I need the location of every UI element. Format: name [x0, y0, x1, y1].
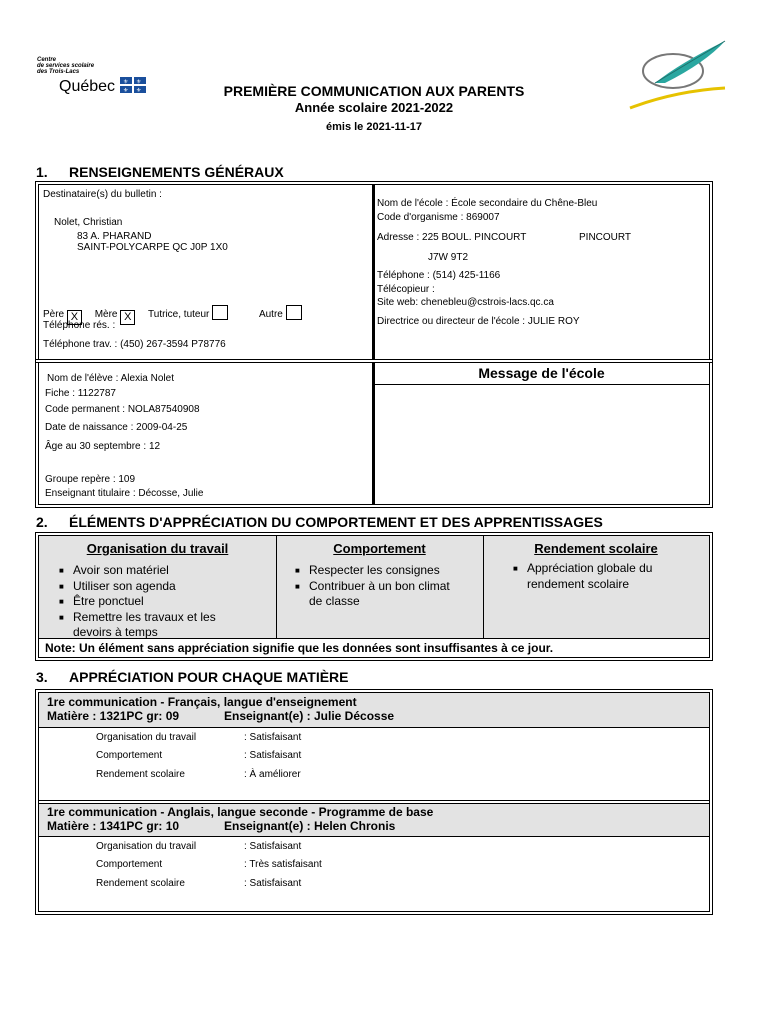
- pere-checkbox[interactable]: X: [67, 310, 82, 325]
- general-info-box: [38, 184, 710, 360]
- svg-text:⚜: ⚜: [122, 87, 128, 93]
- criterion-item-cont: devoirs à temps: [73, 625, 158, 639]
- mere-label: Mère: [94, 309, 118, 320]
- recipient-address-2: SAINT-POLYCARPE QC J0P 1X0: [77, 242, 228, 253]
- student-info-box: [38, 362, 710, 505]
- grade-label: Comportement: [96, 859, 163, 870]
- grade-label: Organisation du travail: [96, 841, 197, 852]
- grade-value: : Satisfaisant: [244, 732, 302, 743]
- criterion-item-cont: de classe: [309, 594, 360, 608]
- student-age: Âge au 30 septembre : 12: [45, 441, 161, 452]
- student-birth-date: Date de naissance : 2009-04-25: [45, 422, 188, 433]
- school-fax: Télécopieur :: [377, 284, 435, 295]
- school-address: Adresse : 225 BOUL. PINCOURT: [377, 232, 527, 243]
- criterion-item: ■ Contribuer à un bon climat: [295, 579, 450, 595]
- grade-value: : À améliorer: [244, 769, 301, 780]
- criterion-item-cont: rendement scolaire: [527, 576, 630, 591]
- school-city: PINCOURT: [579, 232, 632, 243]
- tutrice-checkbox[interactable]: [212, 305, 228, 320]
- criterion-item: ■ Appréciation globale du: [513, 561, 652, 577]
- subject-teacher: Enseignant(e) : Helen Chronis: [224, 819, 396, 833]
- col-performance-title: Rendement scolaire: [534, 541, 658, 556]
- criterion-item: ■ Être ponctuel: [59, 594, 216, 610]
- subject-line: 1re communication - Anglais, langue seconde - Programme de base: [47, 805, 434, 819]
- pere-label: Père: [43, 309, 65, 320]
- criterion-item: ■ Avoir son matériel: [59, 563, 216, 579]
- svg-text:⚜: ⚜: [122, 78, 128, 86]
- student-code-permanent: Code permanent : NOLA87540908: [45, 404, 200, 415]
- tutrice-label: Tutrice, tuteur: [148, 309, 210, 320]
- org-code: Code d'organisme : 869007: [377, 212, 500, 223]
- school-name: Nom de l'école : École secondaire du Chêne-Bleu: [377, 198, 598, 209]
- grade-label: Rendement scolaire: [96, 878, 185, 889]
- phone-home: Téléphone rés. :: [43, 320, 116, 331]
- phone-work: Téléphone trav. : (450) 267-3594 P78776: [43, 339, 226, 350]
- school-message-title: Message de l'école: [478, 365, 605, 381]
- section-2-number: 2.: [36, 514, 48, 530]
- criterion-item: ■ Remettre les travaux et les: [59, 610, 216, 626]
- recipient-name: Nolet, Christian: [54, 217, 123, 228]
- grade-value: : Satisfaisant: [244, 841, 302, 852]
- subject-line: 1re communication - Français, langue d'enseignement: [47, 695, 357, 709]
- criteria-box: [38, 535, 710, 658]
- subject-header: [39, 804, 709, 837]
- criterion-item: ■ Utiliser son agenda: [59, 579, 216, 595]
- col-behavior-list: [295, 563, 450, 609]
- issued-date: émis le 2021-11-17: [325, 121, 423, 133]
- student-group: Groupe repère : 109: [45, 474, 136, 485]
- insufficient-data-note: Note: Un élément sans appréciation signifie que les données sont insuffisantes à ce jour.: [45, 641, 554, 655]
- col-work-organization-list: [59, 563, 216, 640]
- student-name: Nom de l'élève : Alexia Nolet: [47, 373, 174, 384]
- org-line-1: Centre: [37, 57, 57, 63]
- grade-label: Organisation du travail: [96, 732, 197, 743]
- criterion-item: ■ Respecter les consignes: [295, 563, 450, 579]
- section-3-title: APPRÉCIATION POUR CHAQUE MATIÈRE: [69, 669, 349, 685]
- recipient-address-1: 83 A. PHARAND: [77, 231, 152, 242]
- autre-label: Autre: [258, 309, 283, 320]
- col-behavior-title: Comportement: [333, 541, 426, 556]
- school-web: Site web: chenebleu@cstrois-lacs.qc.ca: [377, 297, 554, 308]
- grade-value: : Satisfaisant: [244, 750, 302, 761]
- org-line-3: des Trois-Lacs: [37, 69, 80, 75]
- report-header: [0, 83, 748, 133]
- grade-value: : Satisfaisant: [244, 878, 302, 889]
- report-title: PREMIÈRE COMMUNICATION AUX PARENTS: [223, 83, 525, 99]
- grade-label: Comportement: [96, 750, 163, 761]
- section-1-title: RENSEIGNEMENTS GÉNÉRAUX: [69, 164, 284, 180]
- mere-checkbox[interactable]: X: [120, 310, 135, 325]
- school-phone: Téléphone : (514) 425-1166: [377, 270, 501, 281]
- subject-matiere: Matière : 1321PC gr: 09: [47, 709, 180, 723]
- subject-matiere: Matière : 1341PC gr: 10: [47, 819, 180, 833]
- student-teacher: Enseignant titulaire : Décosse, Julie: [45, 488, 204, 499]
- school-director: Directrice ou directeur de l'école : JULIE ROY: [377, 316, 580, 327]
- subjects-box: [38, 692, 710, 912]
- quebec-text: Québec: [59, 78, 116, 95]
- grade-value: : Très satisfaisant: [244, 859, 322, 870]
- section-3-number: 3.: [36, 669, 48, 685]
- svg-text:⚜: ⚜: [135, 78, 141, 86]
- svg-text:⚜: ⚜: [135, 87, 141, 93]
- grade-label: Rendement scolaire: [96, 769, 185, 780]
- col-performance-list: [513, 561, 652, 591]
- school-postal: J7W 9T2: [428, 252, 469, 263]
- org-line-2: de services scolaire: [37, 63, 95, 69]
- subject-header: [39, 693, 709, 728]
- school-year: Année scolaire 2021-2022: [294, 100, 454, 115]
- recipient-label: Destinataire(s) du bulletin :: [43, 189, 162, 200]
- autre-checkbox[interactable]: [286, 305, 302, 320]
- subject-teacher: Enseignant(e) : Julie Décosse: [224, 709, 395, 723]
- student-fiche: Fiche : 1122787: [45, 388, 116, 399]
- col-work-organization-title: Organisation du travail: [86, 541, 229, 556]
- section-2-title: ÉLÉMENTS D'APPRÉCIATION DU COMPORTEMENT ET DES APPRENTISSAGES: [69, 514, 603, 530]
- section-1-number: 1.: [36, 164, 48, 180]
